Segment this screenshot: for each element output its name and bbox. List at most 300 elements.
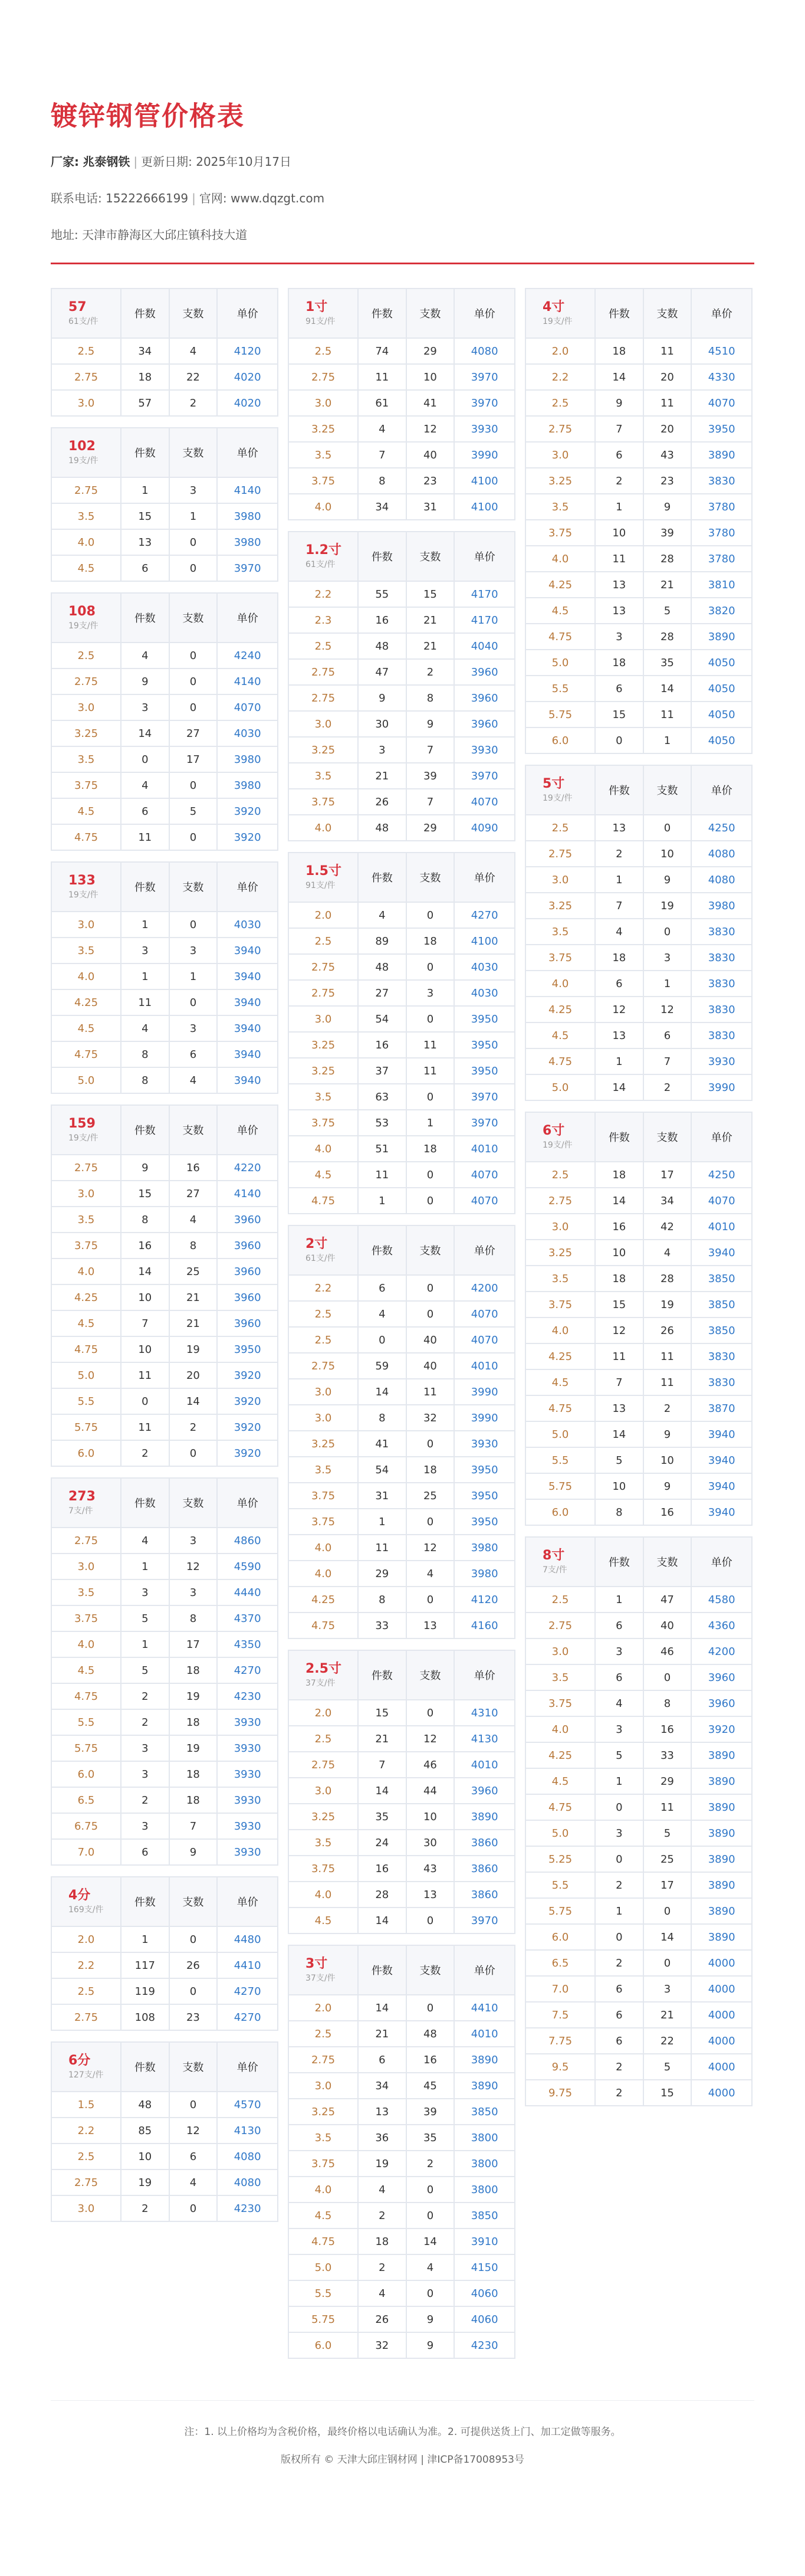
price-cell: 3830 — [691, 945, 752, 971]
count-cell: 21 — [358, 1726, 406, 1752]
price-cell: 3950 — [454, 1483, 515, 1509]
thickness-cell: 4.0 — [525, 971, 595, 997]
count-cell: 4 — [358, 1301, 406, 1327]
header-count: 件数 — [121, 289, 169, 338]
thickness-cell: 3.75 — [51, 1605, 121, 1631]
header-pieces: 支数 — [169, 1478, 218, 1528]
table-row — [51, 1657, 278, 1683]
price-cell: 4080 — [217, 2144, 278, 2169]
price-cell: 4070 — [454, 1162, 515, 1188]
price-cell: 3830 — [691, 971, 752, 997]
price-cell: 4070 — [454, 1301, 515, 1327]
price-cell: 4170 — [454, 607, 515, 633]
maker-label: 厂家: — [51, 155, 79, 169]
count-cell: 7 — [358, 442, 406, 468]
count-cell: 15 — [121, 503, 169, 529]
thickness-cell: 4.0 — [525, 1318, 595, 1343]
phone-number[interactable]: 15222666199 — [106, 191, 189, 205]
thickness-cell: 3.75 — [288, 1483, 358, 1509]
thickness-cell: 3.75 — [288, 789, 358, 815]
table-row — [525, 338, 752, 364]
pieces-cell: 10 — [406, 364, 455, 390]
table-header-row — [51, 1478, 278, 1528]
header-pieces: 支数 — [643, 1112, 692, 1162]
thickness-cell: 4.0 — [288, 1561, 358, 1587]
maker-name: 兆泰钢铁 — [83, 155, 130, 169]
thickness-cell: 2.75 — [525, 841, 595, 867]
thickness-cell: 5.75 — [51, 1414, 121, 1440]
count-cell: 1 — [358, 1188, 406, 1214]
price-cell: 4020 — [217, 364, 278, 390]
price-table — [288, 288, 515, 520]
price-cell: 4410 — [217, 1952, 278, 1978]
price-cell: 3930 — [454, 416, 515, 442]
price-cell: 4160 — [454, 1613, 515, 1638]
table-row — [51, 529, 278, 555]
thickness-cell: 3.25 — [288, 1804, 358, 1830]
thickness-cell: 4.0 — [288, 2177, 358, 2203]
pieces-cell: 12 — [406, 416, 455, 442]
table-row — [51, 1440, 278, 1466]
price-cell: 3930 — [217, 1735, 278, 1761]
pieces-cell: 5 — [643, 598, 692, 624]
count-cell: 7 — [358, 1752, 406, 1778]
thickness-cell: 3.0 — [288, 2073, 358, 2099]
price-cell: 3960 — [454, 711, 515, 737]
price-cell: 4000 — [691, 2054, 752, 2080]
spec-unit: 19支/件 — [68, 1133, 98, 1143]
price-table — [525, 765, 753, 1101]
table-row — [288, 1726, 515, 1752]
price-table — [288, 852, 515, 1214]
pieces-cell: 0 — [643, 919, 692, 945]
count-cell: 19 — [358, 2151, 406, 2177]
table-row — [525, 416, 752, 442]
header-count: 件数 — [595, 289, 643, 338]
spec-cell — [288, 532, 358, 581]
table-row — [525, 867, 752, 893]
price-cell: 4010 — [454, 2021, 515, 2047]
pieces-cell: 4 — [406, 1561, 455, 1587]
spec-unit: 19支/件 — [543, 1140, 573, 1150]
pieces-cell: 20 — [643, 416, 692, 442]
thickness-cell: 4.25 — [525, 1742, 595, 1768]
price-table — [288, 1945, 515, 2359]
thickness-cell: 3.75 — [288, 468, 358, 494]
price-cell: 3850 — [454, 2099, 515, 2125]
spec-name: 8寸 — [543, 1548, 565, 1563]
count-cell: 31 — [358, 1483, 406, 1509]
count-cell: 4 — [121, 643, 169, 668]
pieces-cell: 19 — [169, 1683, 218, 1709]
pieces-cell: 35 — [406, 2125, 455, 2151]
price-cell: 3780 — [691, 546, 752, 572]
table-row — [51, 1181, 278, 1207]
thickness-cell: 4.0 — [51, 963, 121, 989]
count-cell: 10 — [595, 1473, 643, 1499]
table-header-row — [288, 1945, 515, 1995]
count-cell: 8 — [595, 1499, 643, 1525]
pieces-cell: 14 — [169, 1388, 218, 1414]
thickness-cell: 4.0 — [288, 815, 358, 841]
table-header-row — [51, 428, 278, 477]
spec-cell — [288, 1650, 358, 1700]
spec-name: 159 — [68, 1116, 96, 1131]
thickness-cell: 3.0 — [525, 867, 595, 893]
table-row — [525, 727, 752, 753]
price-table — [525, 1112, 753, 1526]
pieces-cell: 8 — [169, 1233, 218, 1258]
pieces-cell: 9 — [643, 867, 692, 893]
table-header-row — [51, 2042, 278, 2092]
pieces-cell: 12 — [406, 1726, 455, 1752]
price-cell: 3950 — [691, 416, 752, 442]
pieces-cell: 0 — [406, 1275, 455, 1301]
pieces-cell: 12 — [406, 1535, 455, 1561]
table-row — [51, 1233, 278, 1258]
price-cell: 3890 — [691, 1846, 752, 1872]
count-cell: 7 — [595, 1369, 643, 1395]
table-row — [288, 2151, 515, 2177]
table-row — [288, 2306, 515, 2332]
pieces-cell: 39 — [406, 2099, 455, 2125]
thickness-cell: 2.5 — [288, 633, 358, 659]
count-cell: 1 — [121, 912, 169, 938]
pieces-cell: 0 — [643, 1898, 692, 1924]
pieces-cell: 0 — [406, 954, 455, 980]
thickness-cell: 3.0 — [288, 390, 358, 416]
count-cell: 14 — [358, 1778, 406, 1804]
count-cell: 5 — [595, 1447, 643, 1473]
table-row — [288, 1110, 515, 1136]
pieces-cell: 18 — [169, 1657, 218, 1683]
pieces-cell: 3 — [643, 945, 692, 971]
price-cell: 3930 — [691, 1048, 752, 1074]
table-row — [51, 1787, 278, 1813]
thickness-cell: 3.75 — [288, 2151, 358, 2177]
thickness-cell: 2.75 — [51, 1528, 121, 1554]
thickness-cell: 3.5 — [525, 1266, 595, 1292]
table-row — [525, 468, 752, 494]
header-pieces: 支数 — [406, 1225, 455, 1275]
header-count: 件数 — [358, 1945, 406, 1995]
spec-unit: 19支/件 — [68, 621, 98, 631]
pieces-cell: 27 — [169, 1181, 218, 1207]
thickness-cell: 2.75 — [288, 980, 358, 1006]
pieces-cell: 6 — [643, 1022, 692, 1048]
count-cell: 14 — [595, 1421, 643, 1447]
pieces-cell: 17 — [643, 1872, 692, 1898]
price-cell: 3920 — [217, 824, 278, 850]
table-row — [525, 1074, 752, 1100]
header-price: 单价 — [691, 1112, 752, 1162]
price-cell: 3940 — [691, 1240, 752, 1266]
count-cell: 4 — [358, 2280, 406, 2306]
table-row — [525, 1638, 752, 1664]
table-row — [525, 945, 752, 971]
price-cell: 3960 — [217, 1207, 278, 1233]
count-cell: 21 — [358, 2021, 406, 2047]
table-row — [51, 1631, 278, 1657]
thickness-cell: 3.25 — [288, 737, 358, 763]
price-cell: 3810 — [691, 572, 752, 598]
thickness-cell: 2.75 — [51, 1155, 121, 1181]
thickness-cell: 3.25 — [288, 1431, 358, 1457]
thickness-cell: 3.75 — [51, 1233, 121, 1258]
count-cell: 11 — [595, 1343, 643, 1369]
spec-name: 3寸 — [305, 1956, 328, 1971]
pieces-cell: 10 — [643, 841, 692, 867]
pieces-cell: 46 — [643, 1638, 692, 1664]
thickness-cell: 4.0 — [288, 1535, 358, 1561]
price-cell: 4030 — [454, 954, 515, 980]
count-cell: 0 — [595, 1846, 643, 1872]
count-cell: 3 — [121, 1813, 169, 1839]
table-row — [288, 1613, 515, 1638]
table-row — [525, 2054, 752, 2080]
table-row — [51, 1284, 278, 1310]
count-cell: 3 — [595, 1820, 643, 1846]
header-count: 件数 — [121, 2042, 169, 2092]
table-row — [51, 746, 278, 772]
thickness-cell: 2.75 — [288, 954, 358, 980]
thickness-cell: 4.5 — [288, 1162, 358, 1188]
table-row — [525, 1924, 752, 1950]
pieces-cell: 0 — [406, 2177, 455, 2203]
thickness-cell: 2.75 — [288, 659, 358, 685]
thickness-cell: 4.75 — [51, 824, 121, 850]
count-cell: 8 — [121, 1207, 169, 1233]
price-cell: 3980 — [454, 1561, 515, 1587]
count-cell: 15 — [595, 1292, 643, 1318]
pieces-cell: 23 — [643, 468, 692, 494]
price-cell: 3940 — [217, 938, 278, 963]
spec-cell — [288, 289, 358, 338]
table-row — [288, 2332, 515, 2358]
thickness-cell: 3.75 — [525, 1292, 595, 1318]
count-cell: 2 — [121, 1440, 169, 1466]
table-row — [51, 1336, 278, 1362]
spec-cell — [51, 2042, 121, 2092]
count-cell: 13 — [121, 529, 169, 555]
thickness-cell: 5.0 — [525, 650, 595, 676]
price-cell: 4590 — [217, 1554, 278, 1579]
price-cell: 3830 — [691, 919, 752, 945]
count-cell: 6 — [358, 1275, 406, 1301]
price-cell: 4050 — [691, 727, 752, 753]
thickness-cell: 3.75 — [525, 945, 595, 971]
spec-unit: 37支/件 — [305, 1974, 336, 1983]
table-row — [288, 763, 515, 789]
thickness-cell: 5.75 — [288, 2306, 358, 2332]
pieces-cell: 29 — [643, 1768, 692, 1794]
pieces-cell: 32 — [406, 1405, 455, 1431]
table-row — [288, 789, 515, 815]
count-cell: 12 — [595, 1318, 643, 1343]
header-price: 单价 — [454, 853, 515, 902]
pieces-cell: 4 — [169, 1207, 218, 1233]
price-cell: 4580 — [691, 1587, 752, 1613]
table-row — [525, 1872, 752, 1898]
count-cell: 1 — [595, 1048, 643, 1074]
thickness-cell: 5.0 — [51, 1067, 121, 1093]
pieces-cell: 16 — [643, 1499, 692, 1525]
thickness-cell: 3.0 — [51, 1181, 121, 1207]
contact-line — [51, 189, 754, 207]
pieces-cell: 9 — [406, 711, 455, 737]
table-row — [288, 364, 515, 390]
spec-name: 57 — [68, 300, 87, 314]
pieces-cell: 40 — [406, 1327, 455, 1353]
header-price: 单价 — [454, 1225, 515, 1275]
table-row — [525, 1022, 752, 1048]
price-cell: 3890 — [454, 2073, 515, 2099]
table-row — [51, 720, 278, 746]
price-table — [525, 288, 753, 754]
price-cell: 4010 — [454, 1353, 515, 1379]
pieces-cell: 3 — [406, 980, 455, 1006]
thickness-cell: 2.5 — [525, 390, 595, 416]
site-link[interactable]: www.dqzgt.com — [230, 191, 325, 205]
price-cell: 4000 — [691, 1950, 752, 1976]
table-row — [288, 1752, 515, 1778]
thickness-cell: 5.5 — [51, 1388, 121, 1414]
price-cell: 3890 — [691, 1794, 752, 1820]
header-price: 单价 — [217, 1478, 278, 1528]
table-row — [51, 668, 278, 694]
table-row — [288, 928, 515, 954]
thickness-cell: 4.75 — [525, 624, 595, 650]
price-cell: 3850 — [691, 1266, 752, 1292]
pieces-cell: 4 — [643, 1240, 692, 1266]
pieces-cell: 7 — [169, 1813, 218, 1839]
thickness-cell: 6.0 — [51, 1440, 121, 1466]
pieces-cell: 0 — [406, 2280, 455, 2306]
spec-name: 6分 — [68, 2053, 91, 2068]
thickness-cell: 9.5 — [525, 2054, 595, 2080]
thickness-cell: 4.75 — [288, 1613, 358, 1638]
price-cell: 3920 — [217, 798, 278, 824]
count-cell: 5 — [121, 1605, 169, 1631]
count-cell: 11 — [121, 989, 169, 1015]
price-cell: 3950 — [454, 1457, 515, 1483]
price-cell: 4000 — [691, 2080, 752, 2106]
count-cell: 34 — [121, 338, 169, 364]
spec-cell — [525, 765, 595, 815]
header-count: 件数 — [121, 1105, 169, 1155]
price-cell: 4050 — [691, 650, 752, 676]
table-row — [288, 494, 515, 520]
thickness-cell: 4.25 — [525, 997, 595, 1022]
pieces-cell: 4 — [169, 2169, 218, 2195]
pieces-cell: 0 — [643, 1664, 692, 1690]
pieces-cell: 23 — [169, 2004, 218, 2030]
pieces-cell: 0 — [406, 1188, 455, 1214]
price-cell: 4510 — [691, 338, 752, 364]
pieces-cell: 13 — [406, 1882, 455, 1908]
spec-name: 108 — [68, 604, 96, 619]
header-count: 件数 — [358, 1225, 406, 1275]
price-cell: 4080 — [691, 841, 752, 867]
price-cell: 3960 — [454, 1778, 515, 1804]
table-header-row — [288, 289, 515, 338]
table-row — [51, 1554, 278, 1579]
table-column — [288, 288, 515, 2359]
count-cell: 7 — [595, 893, 643, 919]
price-cell: 3980 — [217, 772, 278, 798]
thickness-cell: 3.75 — [51, 772, 121, 798]
price-cell: 3980 — [454, 1535, 515, 1561]
count-cell: 9 — [595, 390, 643, 416]
header-price: 单价 — [217, 862, 278, 912]
spec-cell — [51, 593, 121, 643]
pieces-cell: 16 — [406, 2047, 455, 2073]
price-cell: 3980 — [217, 746, 278, 772]
thickness-cell: 3.0 — [51, 912, 121, 938]
table-row — [288, 607, 515, 633]
thickness-cell: 4.75 — [525, 1794, 595, 1820]
table-row — [525, 520, 752, 546]
price-cell: 3970 — [454, 1110, 515, 1136]
thickness-cell: 2.75 — [288, 1752, 358, 1778]
pieces-cell: 30 — [406, 1830, 455, 1856]
header-divider — [51, 263, 754, 264]
table-row — [288, 1275, 515, 1301]
price-cell: 3920 — [217, 1440, 278, 1466]
spec-unit: 91支/件 — [305, 881, 336, 890]
price-cell: 4020 — [217, 390, 278, 416]
price-cell: 4310 — [454, 1700, 515, 1726]
price-cell: 3850 — [691, 1318, 752, 1343]
thickness-cell: 2.75 — [288, 364, 358, 390]
count-cell: 11 — [121, 1362, 169, 1388]
spec-name: 273 — [68, 1489, 96, 1504]
footer-note: 注：1. 以上价格均为含税价格，最终价格以电话确认为准。2. 可提供送货上门、加工定做等服务。 — [184, 2426, 621, 2438]
thickness-cell: 2.75 — [51, 668, 121, 694]
thickness-cell: 2.5 — [51, 2144, 121, 2169]
pieces-cell: 11 — [643, 338, 692, 364]
table-row — [288, 1882, 515, 1908]
pieces-cell: 3 — [169, 1528, 218, 1554]
price-cell: 3970 — [217, 555, 278, 581]
thickness-cell: 3.5 — [288, 763, 358, 789]
pieces-cell: 42 — [643, 1214, 692, 1240]
header-count: 件数 — [358, 853, 406, 902]
price-cell: 3940 — [217, 989, 278, 1015]
pieces-cell: 9 — [643, 494, 692, 520]
spec-name: 4分 — [68, 1888, 91, 1903]
pieces-cell: 47 — [643, 1587, 692, 1613]
table-row — [51, 2092, 278, 2118]
header-pieces: 支数 — [643, 765, 692, 815]
pieces-cell: 11 — [406, 1058, 455, 1084]
spec-cell — [288, 1225, 358, 1275]
table-row — [51, 338, 278, 364]
count-cell: 1 — [358, 1509, 406, 1535]
site-label: 官网: — [199, 191, 227, 205]
table-row — [51, 1207, 278, 1233]
table-row — [525, 1421, 752, 1447]
table-row — [525, 390, 752, 416]
count-cell: 57 — [121, 390, 169, 416]
pieces-cell: 40 — [406, 442, 455, 468]
table-row — [525, 1343, 752, 1369]
table-row — [525, 1292, 752, 1318]
price-cell: 3930 — [217, 1787, 278, 1813]
count-cell: 3 — [595, 1716, 643, 1742]
count-cell: 0 — [121, 1388, 169, 1414]
price-cell: 4070 — [691, 1188, 752, 1214]
